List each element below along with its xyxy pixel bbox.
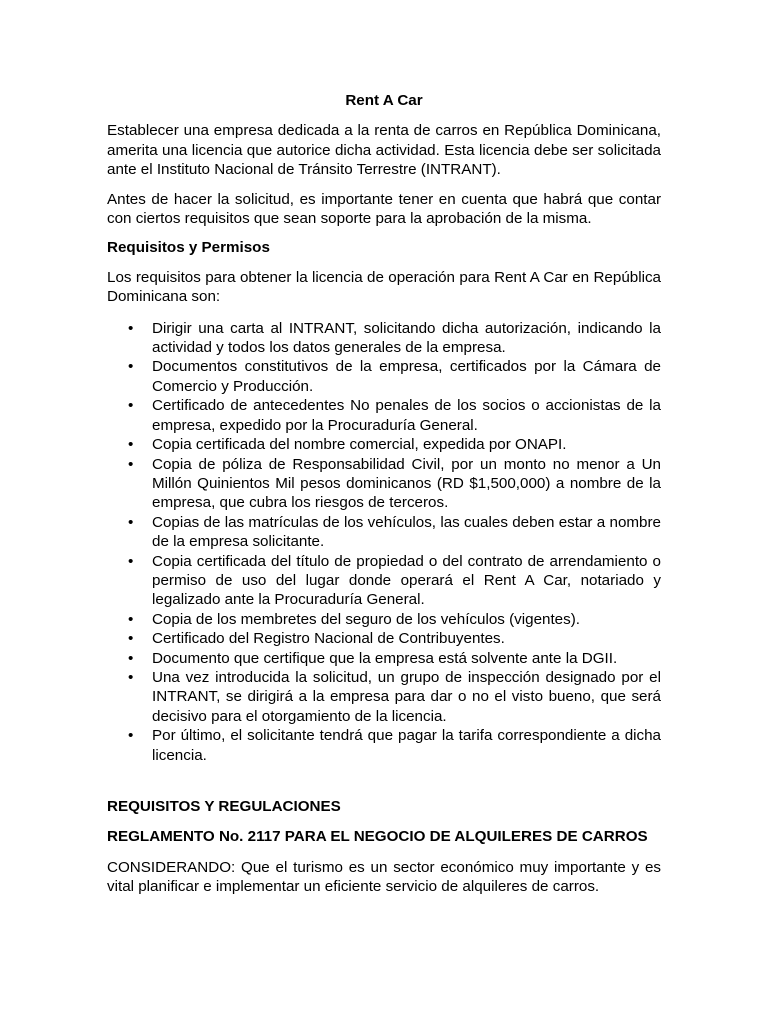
list-item [107,552,661,610]
list-item [107,513,661,552]
document-title: Rent A Car [345,92,423,109]
bullet: • [128,727,134,745]
list-item-text: Documentos constitutivos de la empresa, certificados por la Cámara de Comercio y Producción. [152,358,661,395]
requirements-list [107,319,661,765]
list-item-text: Copia certificada del título de propiedad o del contrato de arrendamiento o permiso de uso del lugar donde operará el Rent A Car, notariado y legalizado ante la Procuraduría General. [152,552,661,609]
list-item [107,435,661,454]
bullet: • [128,319,134,337]
bullet: • [128,397,134,415]
considerando-paragraph: CONSIDERANDO: Que el turismo es un sector económico muy importante y es vital planificar e implementar un eficiente servicio de alquileres de carros. [107,858,661,896]
regulations-heading: REQUISITOS Y REGULACIONES [107,798,341,815]
intro-paragraph: Establecer una empresa dedicada a la renta de carros en República Dominicana, amerita una licencia que autorice dicha actividad. Esta licencia debe ser solicitada ante el Instituto Nacional de Tránsito Terrestre (INTRANT). [107,122,661,179]
list-item-text: Copia certificada del nombre comercial, expedida por ONAPI. [152,436,567,454]
section-intro: Los requisitos para obtener la licencia de operación para Rent A Car en República Dominicana son: [107,268,661,306]
list-item-text: Copias de las matrículas de los vehículos, las cuales deben estar a nombre de la empresa solicitante. [152,513,661,551]
list-item-text: Certificado del Registro Nacional de Contribuyentes. [152,630,505,648]
list-item-text: Copia de póliza de Responsabilidad Civil, por un monto no menor a Un Millón Quinientos Mil pesos dominicanos (RD $1,500,000) a nombre de la empresa, que cubra los riesgos de terceros. [152,455,661,512]
list-item-text: Copia de los membretes del seguro de los vehículos (vigentes). [152,610,581,628]
document-page [107,91,661,907]
bullet: • [128,513,134,531]
list-item-text: Certificado de antecedentes No penales de los socios o accionistas de la empresa, expedido por la Procuraduría General. [152,397,661,434]
section-spacer [107,765,661,797]
list-item [107,610,661,629]
regulation-title: REGLAMENTO No. 2117 PARA EL NEGOCIO DE ALQUILERES DE CARROS [107,828,648,846]
list-item-text: Por último, el solicitante tendrá que pagar la tarifa correspondiente a dicha licencia. [152,727,661,764]
list-item-text: Documento que certifique que la empresa está solvente ante la DGII. [152,649,618,667]
bullet: • [128,358,134,376]
bullet: • [128,668,134,686]
bullet: • [128,610,134,628]
bullet: • [128,649,134,667]
list-item [107,396,661,435]
list-item [107,319,661,358]
list-item [107,649,661,668]
intro-paragraph: Antes de hacer la solicitud, es importante tener en cuenta que habrá que contar con ciertos requisitos que sean soporte para la aprobación de la misma. [107,190,661,228]
section-heading: Requisitos y Permisos [107,239,270,257]
bullet: • [128,455,134,473]
bullet: • [128,436,134,454]
bullet: • [128,552,134,570]
list-item [107,726,661,765]
list-item [107,455,661,513]
list-item-text: Dirigir una carta al INTRANT, solicitando dicha autorización, indicando la actividad y todos los datos generales de la empresa. [152,319,661,357]
list-item [107,668,661,726]
list-item [107,357,661,396]
bullet: • [128,630,134,648]
list-item [107,629,661,648]
list-item-text: Una vez introducida la solicitud, un grupo de inspección designado por el INTRANT, se dirigirá a la empresa para dar o no el visto bueno, que será decisivo para el otorgamiento de la licencia. [152,668,661,725]
